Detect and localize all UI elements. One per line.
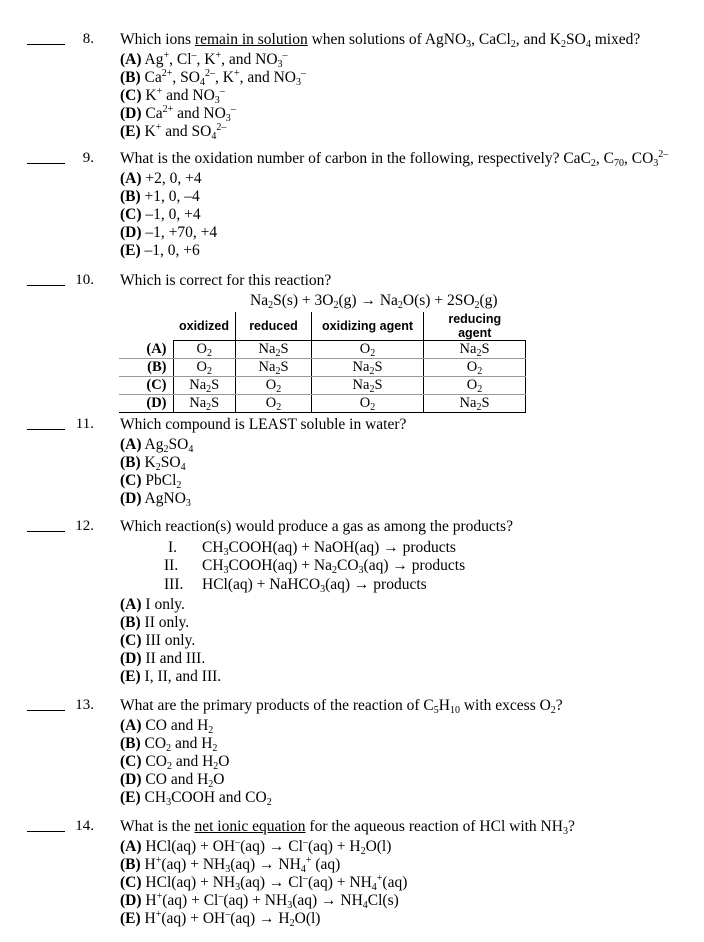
option-d[interactable]: (D) II and III.: [120, 650, 206, 667]
question-stem: Which is correct for this reaction?: [120, 272, 332, 289]
column-header: reduced: [236, 312, 312, 341]
option-e[interactable]: (E) $CH_3COOH$ and $CO_2$: [120, 789, 272, 808]
table-row[interactable]: (D) $Na_2S$ $O_2$ $O_2$ $Na_2S$: [119, 395, 526, 413]
option-d[interactable]: (D) CO and $H_2O$: [120, 771, 225, 790]
option-e[interactable]: (E) I, II, and III.: [120, 668, 222, 685]
reaction-iii: III.: [164, 576, 184, 593]
column-header: oxidizing agent: [312, 312, 424, 341]
question-stem: Which reaction(s) would produce a gas as among the products?: [120, 518, 513, 535]
question-number: 9.: [82, 150, 94, 166]
option-a[interactable]: (A) Ag+, Cl–, K+, and $NO_3^-$: [120, 50, 288, 70]
option-c[interactable]: (C) $HCl(aq) + NH_3(aq) \to Cl^-(aq) + NH_4^+(aq)$: [120, 873, 408, 893]
option-d[interactable]: (D) $Ca^{2+}$ and $NO_3^-$: [120, 104, 236, 124]
reaction-i-equation: $CH_3COOH(aq)$ + NaOH(aq) → products: [202, 539, 456, 558]
option-b[interactable]: (B) $K_2SO_4$: [120, 454, 186, 473]
table-row[interactable]: (B) $O_2$ $Na_2S$ $Na_2S$ $O_2$: [119, 359, 526, 377]
option-a[interactable]: (A) CO and $H_2$: [120, 717, 214, 736]
option-e[interactable]: (E) $H^+(aq) + OH^-(aq) \to H_2O(l)$: [120, 909, 321, 929]
question-stem: What is the net ionic equation for the aqueous reaction of HCl with $NH_3$?: [120, 818, 575, 837]
option-d[interactable]: (D) –1, +70, +4: [120, 224, 218, 241]
table-header-row: [119, 312, 526, 341]
question-stem: Which compound is LEAST soluble in water?: [120, 416, 407, 433]
option-c[interactable]: (C) $CO_2$ and $H_2O$: [120, 753, 230, 772]
option-e[interactable]: (E) K+ and $SO_4^{2-}$: [120, 122, 227, 142]
question-number: 8.: [82, 31, 94, 47]
option-d[interactable]: (D) AgNO$_3$: [120, 490, 191, 509]
option-c[interactable]: (C) III only.: [120, 632, 196, 649]
option-b[interactable]: (B) $H^+(aq) + NH_3(aq) \to NH_4^+$ (aq): [120, 855, 341, 875]
reaction-equation: $Na_2S(s) + 3O_2(g) \to Na_2O(s) + 2SO_2(g)$: [250, 292, 498, 311]
question-number: 13.: [75, 697, 94, 713]
option-b[interactable]: (B) $Ca^{2+}$, $SO_4^{2-}$, K+, and $NO_3^-$: [120, 68, 306, 88]
reaction-ii-equation: $CH_3COOH(aq) + Na_2CO_3(aq)$ → products: [202, 557, 466, 576]
question-stem: What is the oxidation number of carbon in the following, respectively? CaC$_2$, $C_{70}$, $CO_3^{2-}$: [120, 149, 669, 169]
reaction-iii-equation: HCl(aq) + NaHCO$_3$(aq) → products: [202, 576, 427, 595]
option-c[interactable]: (C) PbCl$_2$: [120, 472, 182, 491]
option-a[interactable]: (A) +2, 0, +4: [120, 170, 202, 187]
option-b[interactable]: (B) II only.: [120, 614, 190, 631]
option-a[interactable]: (A) I only.: [120, 596, 185, 613]
question-number: 14.: [75, 818, 94, 834]
option-e[interactable]: (E) –1, 0, +6: [120, 242, 200, 259]
table-row[interactable]: (C) $Na_2S$ $O_2$ $Na_2S$ $O_2$: [119, 377, 526, 395]
option-b[interactable]: (B) $CO_2$ and $H_2$: [120, 735, 218, 754]
table-row[interactable]: (A) $O_2$ $Na_2S$ $O_2$ $Na_2S$: [119, 341, 526, 359]
column-header: oxidized: [173, 312, 236, 341]
option-a[interactable]: (A) $Ag_2SO_4$: [120, 436, 194, 455]
option-a[interactable]: (A) $HCl(aq) + OH^-(aq) \to Cl^-(aq) + H_2O(l)$: [120, 837, 392, 857]
question-number: 11.: [75, 416, 94, 432]
option-b[interactable]: (B) +1, 0, –4: [120, 188, 200, 205]
question-number: 10.: [75, 272, 94, 288]
option-c[interactable]: (C) –1, 0, +4: [120, 206, 201, 223]
column-header: reducing agent: [424, 312, 526, 341]
question-stem: What are the primary products of the reaction of $C_5H_{10}$ with excess $O_2$?: [120, 697, 563, 716]
option-c[interactable]: (C) K+ and $NO_3^-$: [120, 86, 225, 106]
question-stem: Which ions remain in solution when solutions of AgNO$_3$, CaCl$_2$, and $K_2SO_4$ mixed?: [120, 31, 641, 50]
option-d[interactable]: (D) $H^+(aq) + Cl^-(aq) + NH_3(aq) \to NH_4Cl(s)$: [120, 891, 399, 911]
question-number: 12.: [75, 518, 94, 534]
reaction-i: I.: [168, 539, 178, 556]
answer-table: [119, 312, 526, 413]
reaction-ii: II.: [164, 557, 179, 574]
